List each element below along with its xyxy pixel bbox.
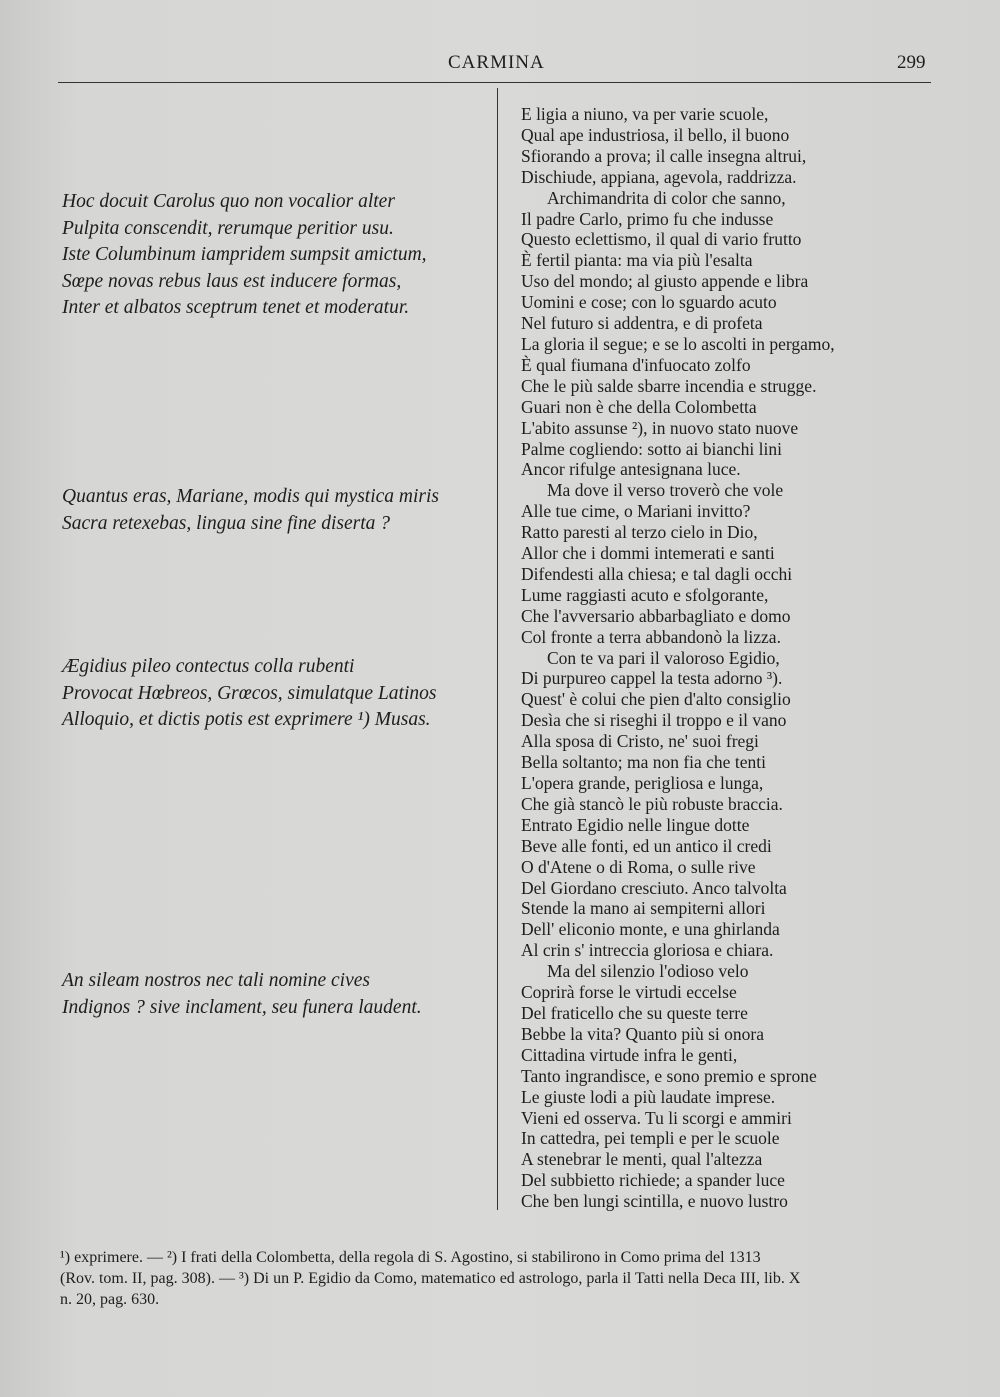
verse-line: Lume raggiasti acuto e sfolgorante,	[521, 584, 769, 605]
verse-line: Ratto paresti al terzo cielo in Dio,	[521, 522, 758, 543]
footnote-line: ¹) exprimere. — ²) I frati della Colombetta, della regola di S. Agostino, si stabilirono in Como prima del 1313	[60, 1249, 761, 1266]
verse-line: Hoc docuit Carolus quo non vocalior alter	[62, 191, 395, 212]
verse-line: Ancor rifulge antesignana luce.	[521, 459, 741, 480]
verse-line: O d'Atene o di Roma, o sulle rive	[521, 856, 756, 877]
verse-line: La gloria il segue; e se lo ascolti in pergamo,	[521, 333, 835, 354]
verse-line: Del fraticello che su queste terre	[521, 1002, 748, 1023]
verse-line: Inter et albatos sceptrum tenet et moderatur.	[62, 297, 410, 318]
verse-line: Stende la mano ai sempiterni allori	[521, 898, 766, 919]
verse-line: È qual fiumana d'infuocato zolfo	[521, 354, 751, 375]
verse-line: Guari non è che della Colombetta	[521, 396, 757, 417]
latin-stanza	[62, 484, 482, 537]
column-divider	[497, 88, 498, 1210]
verse-line: Al crin s' intreccia gloriosa e chiara.	[521, 940, 774, 961]
page-number: 299	[897, 52, 926, 73]
verse-line: Il padre Carlo, primo fu che indusse	[521, 208, 774, 229]
verse-line: Indignos ? sive inclament, seu funera laudent.	[62, 996, 422, 1018]
verse-line: Del Giordano cresciuto. Anco talvolta	[521, 877, 787, 898]
verse-line: Desìa che si riseghi il troppo e il vano	[521, 710, 787, 731]
verse-line: Beve alle fonti, ed un antico il credi	[521, 835, 772, 856]
verse-line: Sœpe novas rebus laus est inducere formas,	[62, 270, 402, 292]
verse-line: Che già stancò le più robuste braccia.	[521, 793, 783, 814]
verse-line: Dell' eliconio monte, e una ghirlanda	[521, 919, 780, 940]
verse-line: Nel futuro si addentra, e di profeta	[521, 313, 763, 334]
verse-line: Del subbietto richiede; a spander luce	[521, 1170, 785, 1191]
header-rule	[58, 82, 931, 83]
verse-line: Che l'avversario abbarbagliato e domo	[521, 605, 791, 626]
verse-line: Uso del mondo; al giusto appende e libra	[521, 271, 809, 292]
verse-line: An sileam nostros nec tali nomine cives	[62, 970, 370, 991]
verse-line: Provocat Hœbreos, Grœcos, simulatque Latinos	[62, 682, 437, 704]
verse-line: Uomini e cose; con lo sguardo acuto	[521, 292, 777, 313]
verse-line: Col fronte a terra abbandonò la lizza.	[521, 626, 781, 647]
verse-line: A stenebrar le menti, qual l'altezza	[521, 1149, 763, 1170]
verse-line: Quest' è colui che pien d'alto consiglio	[521, 689, 791, 710]
italian-verse-column	[521, 104, 921, 1212]
verse-line: Ma del silenzio l'odioso velo	[547, 961, 749, 982]
verse-line: Archimandrita di color che sanno,	[547, 187, 786, 208]
running-head	[0, 52, 1000, 76]
verse-line: Sacra retexebas, lingua sine fine diserta ?	[62, 512, 391, 534]
verse-line: È fertil pianta: ma via più l'esalta	[521, 250, 753, 271]
verse-line: Sfiorando a prova; il calle insegna altrui,	[521, 145, 807, 166]
verse-line: Quantus eras, Mariane, modis qui mystica miris	[62, 486, 439, 507]
verse-line: E ligia a niuno, va per varie scuole,	[521, 104, 769, 124]
verse-line: Di purpureo cappel la testa adorno ³).	[521, 668, 783, 689]
verse-line: Dischiude, appiana, agevola, raddrizza.	[521, 166, 797, 187]
verse-line: Questo eclettismo, il qual di vario frutto	[521, 229, 802, 250]
verse-line: Coprirà forse le virtudi eccelse	[521, 982, 737, 1003]
verse-line: Allor che i dommi intemerati e santi	[521, 543, 775, 564]
latin-stanza	[62, 968, 482, 1021]
verse-line: Pulpita conscendit, rerumque peritior usu.	[62, 217, 394, 239]
verse-line: Alle tue cime, o Mariani invitto?	[521, 501, 751, 522]
verse-line: Ma dove il verso troverò che vole	[547, 480, 784, 501]
verse-line: Vieni ed osserva. Tu li scorgi e ammiri	[521, 1107, 792, 1128]
verse-line: Difendesti alla chiesa; e tal dagli occhi	[521, 563, 793, 584]
verse-line: Bebbe la vita? Quanto più si onora	[521, 1023, 764, 1044]
latin-stanza	[62, 189, 482, 322]
verse-line: Alla sposa di Cristo, ne' suoi fregi	[521, 731, 759, 752]
footnotes	[60, 1247, 940, 1310]
verse-line: Entrato Egidio nelle lingue dotte	[521, 814, 750, 835]
verse-line: Ægidius pileo contectus colla rubenti	[62, 656, 355, 677]
verse-line: Tanto ingrandisce, e sono premio e sprone	[521, 1065, 817, 1086]
verse-line: Alloquio, et dictis potis est exprimere ¹) Musas.	[62, 709, 431, 730]
footnote-line: n. 20, pag. 630.	[60, 1291, 160, 1308]
verse-line: L'abito assunse ²), in nuovo stato nuove	[521, 417, 799, 438]
verse-line: Con te va pari il valoroso Egidio,	[547, 647, 780, 668]
verse-line: Cittadina virtude infra le genti,	[521, 1044, 738, 1065]
verse-line: Qual ape industriosa, il bello, il buono	[521, 124, 790, 145]
verse-line: Palme cogliendo: sotto ai bianchi lini	[521, 438, 782, 459]
verse-line: In cattedra, pei templi e per le scuole	[521, 1128, 780, 1149]
verse-line: Iste Columbinum iampridem sumpsit amictum,	[62, 244, 427, 265]
verse-line: L'opera grande, perigliosa e lunga,	[521, 773, 764, 793]
latin-stanza	[62, 654, 482, 734]
footnote-line: (Rov. tom. II, pag. 308). — ³) Di un P. Egidio da Como, matematico ed astrologo, parla il Tatti nella Deca III, lib. X	[60, 1270, 801, 1287]
verse-line: Le giuste lodi a più laudate imprese.	[521, 1086, 776, 1107]
verse-line: Bella soltanto; ma non fia che tenti	[521, 752, 766, 773]
verse-line: Che le più salde sbarre incendia e strugge.	[521, 375, 817, 396]
verse-line: Che ben lungi scintilla, e nuovo lustro	[521, 1191, 788, 1212]
running-title: CARMINA	[448, 52, 545, 73]
